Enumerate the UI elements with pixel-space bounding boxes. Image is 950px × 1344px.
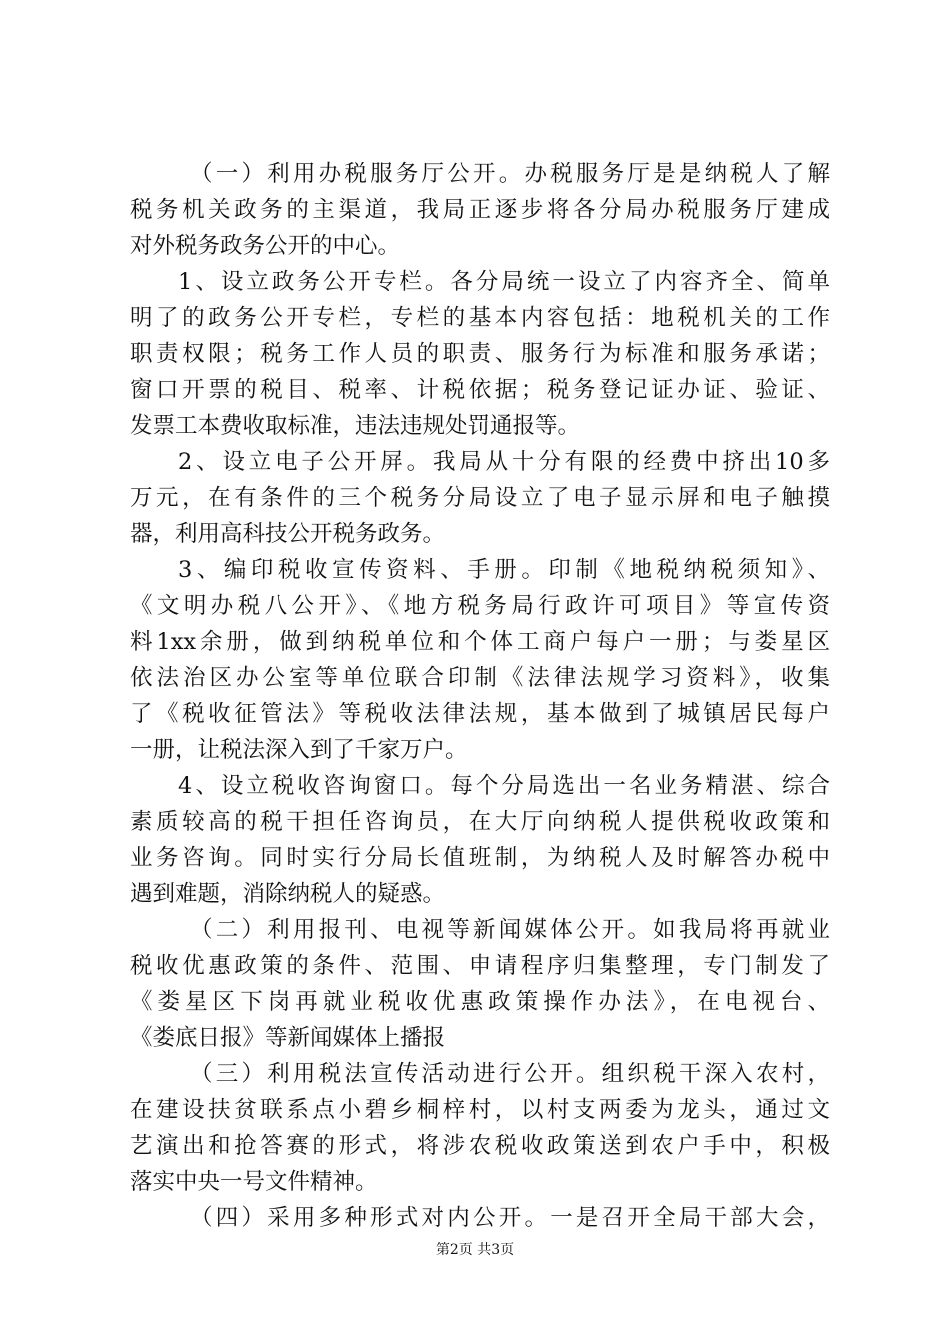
text-line: 落实中央一号文件精神。: [130, 1169, 378, 1195]
text-line: 业务咨询。同时实行分局长值班制，为纳税人及时解答办税中: [130, 845, 830, 871]
text-line: 2、设立电子公开屏。我局从十分有限的经费中挤出10多: [178, 449, 830, 475]
text-line: 万元，在有条件的三个税务分局设立了电子显示屏和电子触摸: [130, 485, 830, 511]
text-line: 料1xx余册，做到纳税单位和个体工商户每户一册；与娄星区: [130, 629, 830, 655]
text-line: 艺演出和抢答赛的形式，将涉农税收政策送到农户手中，积极: [130, 1133, 830, 1159]
text-line: 发票工本费收取标准，违法违规处罚通报等。: [130, 413, 581, 439]
text-line: 一册，让税法深入到了千家万户。: [130, 737, 468, 763]
text-line: 《文明办税八公开》、《地方税务局行政许可项目》等宣传资: [130, 593, 830, 619]
text-line: 职责权限；税务工作人员的职责、服务行为标准和服务承诺；: [130, 341, 830, 367]
text-line: 器，利用高科技公开税务政务。: [130, 521, 446, 547]
page-footer: [0, 1240, 950, 1260]
text-line: 遇到难题，消除纳税人的疑惑。: [130, 881, 446, 907]
text-line: 税收优惠政策的条件、范围、申请程序归集整理，专门制发了: [130, 953, 830, 979]
text-line: 3、编印税收宣传资料、手册。印制《地税纳税须知》、: [178, 557, 830, 583]
text-line: （四）采用多种形式对内公开。一是召开全局干部大会，: [190, 1205, 830, 1231]
page-number: 第2页 共3页: [435, 1242, 515, 1258]
text-line: （三）利用税法宣传活动进行公开。组织税干深入农村，: [190, 1061, 830, 1087]
text-line: 在建设扶贫联系点小碧乡桐梓村，以村支两委为龙头，通过文: [130, 1097, 830, 1123]
text-line: （二）利用报刊、电视等新闻媒体公开。如我局将再就业: [190, 917, 830, 943]
text-line: 对外税务政务公开的中心。: [130, 233, 401, 259]
text-line: 明了的政务公开专栏，专栏的基本内容包括：地税机关的工作: [130, 305, 830, 331]
text-line: 税务机关政务的主渠道，我局正逐步将各分局办税服务厅建成: [130, 197, 830, 223]
text-line: （一）利用办税服务厅公开。办税服务厅是是纳税人了解: [190, 161, 830, 187]
text-line: 《娄底日报》等新闻媒体上播报: [130, 1025, 446, 1051]
text-line: 《娄星区下岗再就业税收优惠政策操作办法》，在电视台、: [130, 989, 830, 1015]
text-line: 4、设立税收咨询窗口。每个分局选出一名业务精湛、综合: [178, 773, 830, 799]
text-line: 了《税收征管法》等税收法律法规，基本做到了城镇居民每户: [130, 701, 830, 727]
text-line: 素质较高的税干担任咨询员，在大厅向纳税人提供税收政策和: [130, 809, 830, 835]
text-line: 1、设立政务公开专栏。各分局统一设立了内容齐全、简单: [178, 269, 830, 295]
text-line: 依法治区办公室等单位联合印制《法律法规学习资料》，收集: [130, 665, 830, 691]
text-line: 窗口开票的税目、税率、计税依据；税务登记证办证、验证、: [130, 377, 830, 403]
